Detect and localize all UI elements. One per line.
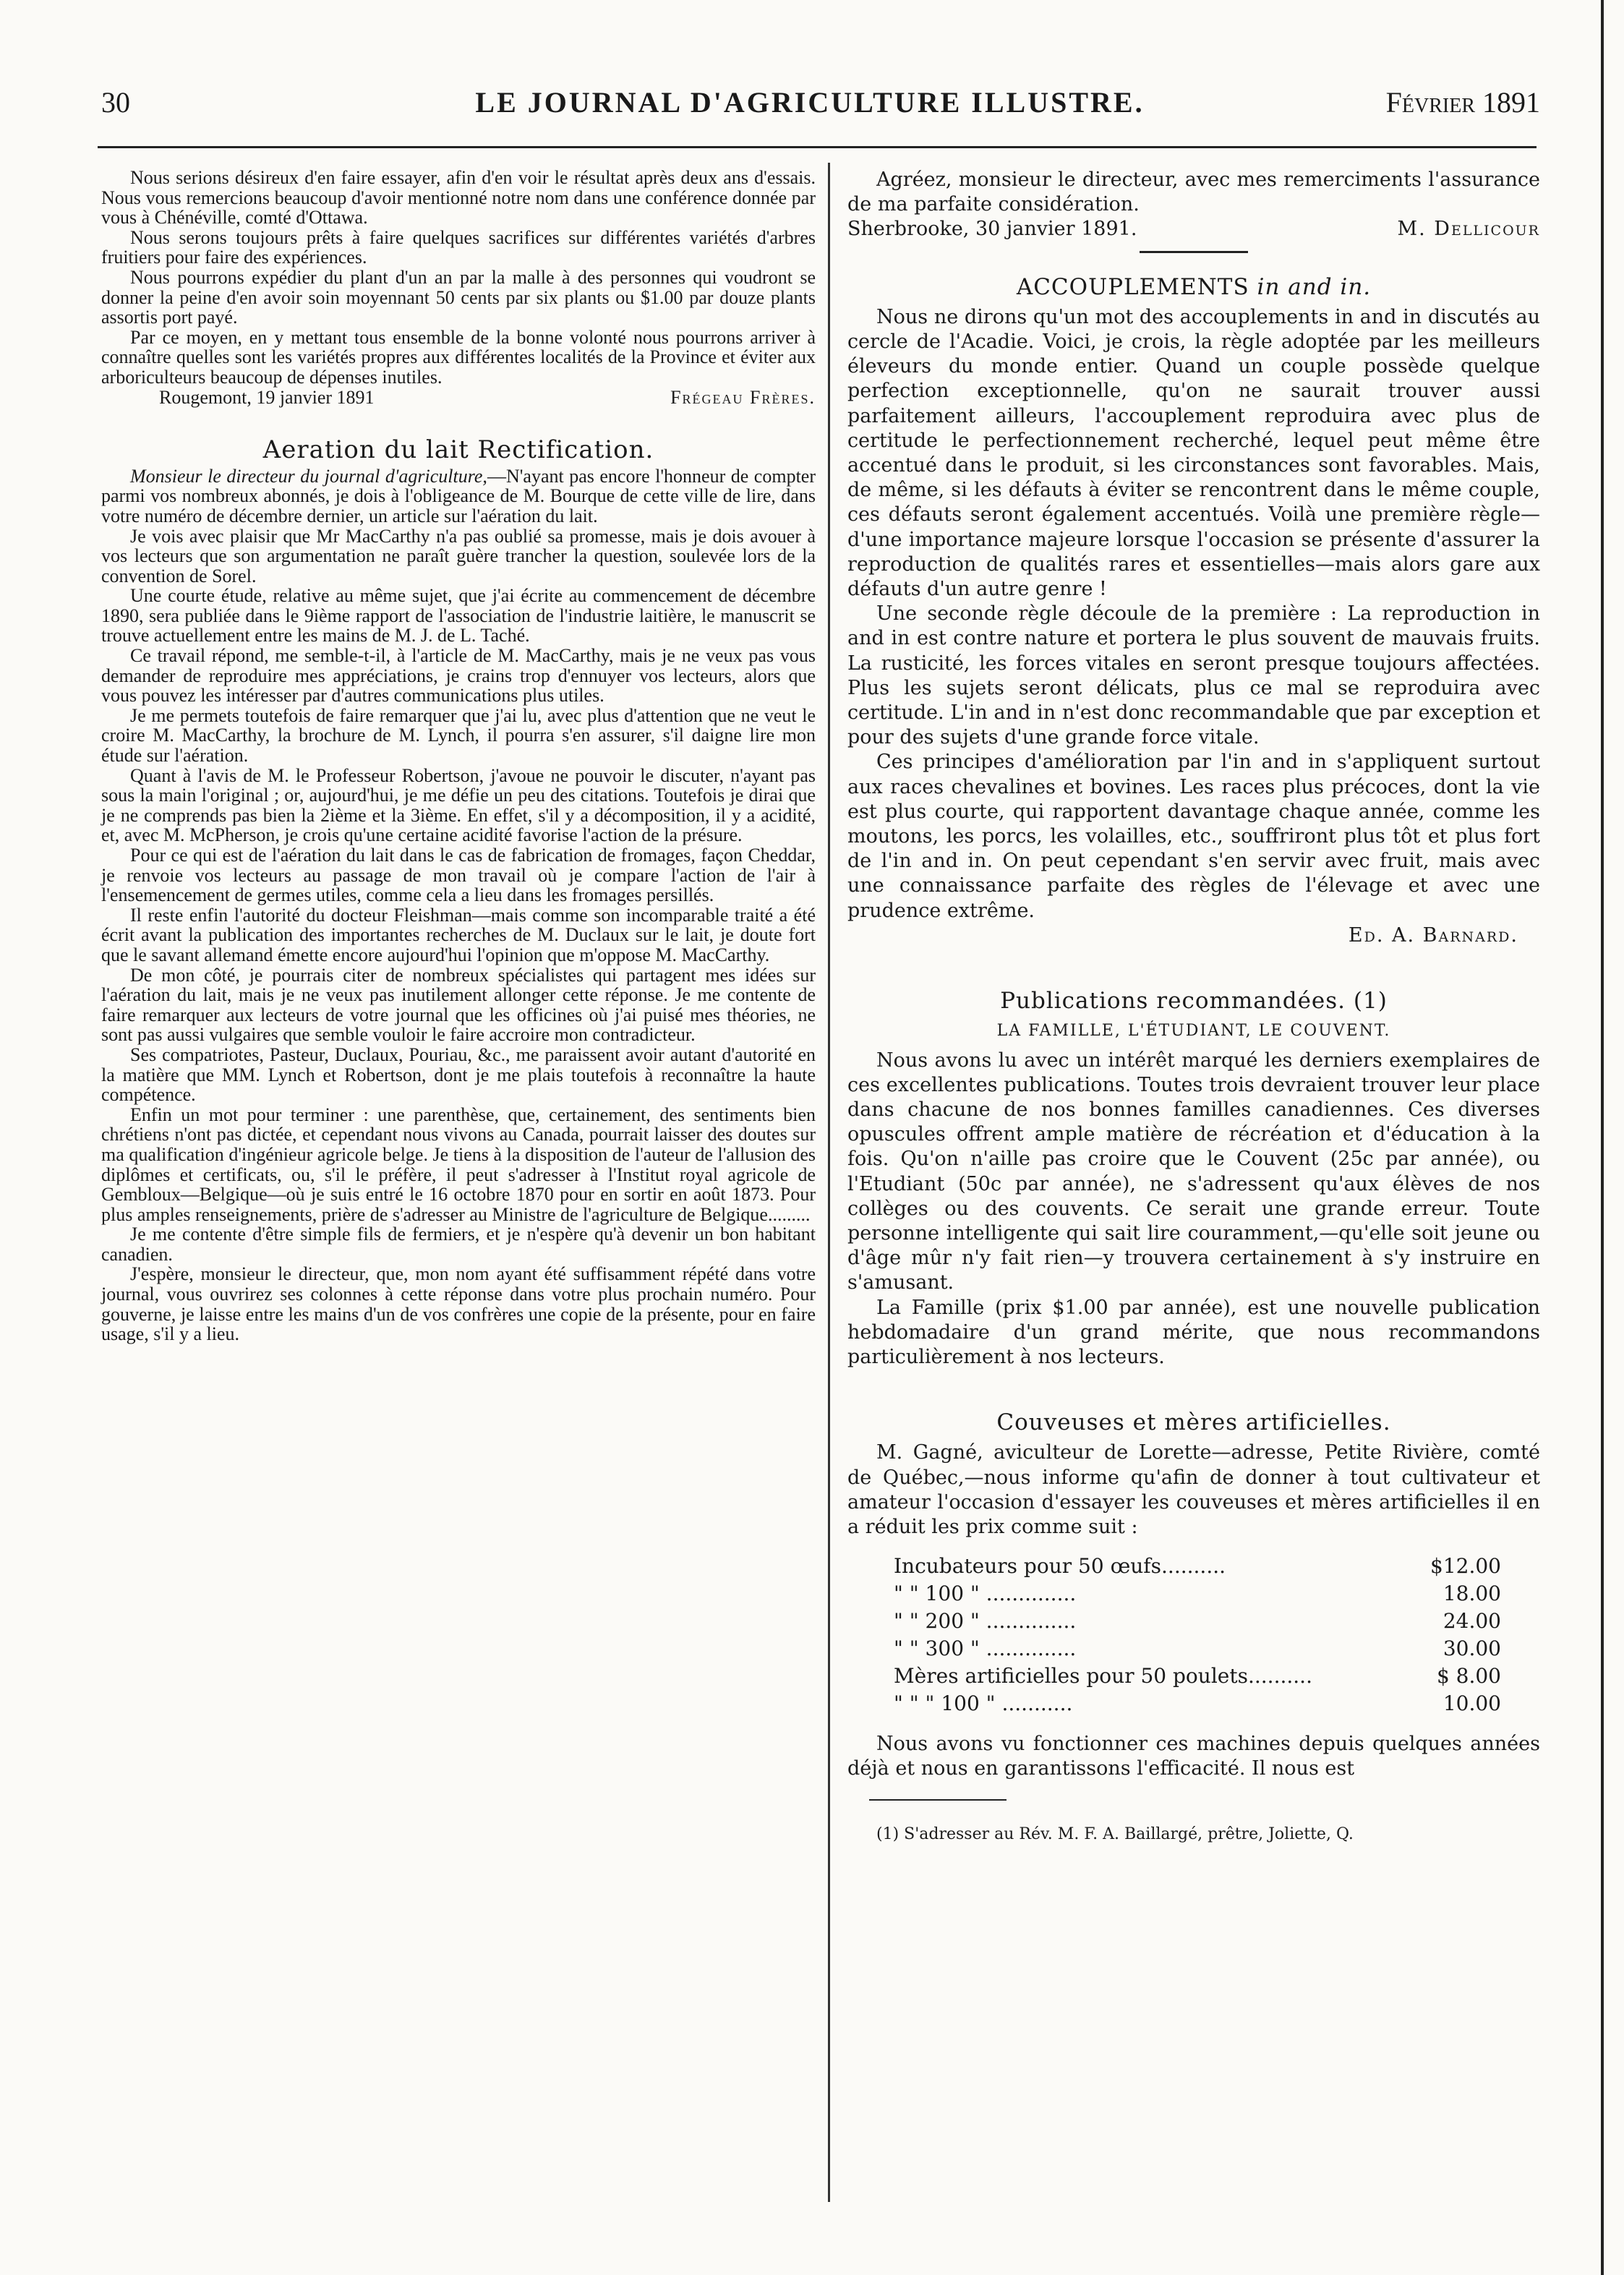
price-amount: $ 8.00 xyxy=(1436,1664,1501,1689)
paragraph: J'espère, monsieur le directeur, que, mon nom ayant été suffisamment répété dans votre journal, vous ouvrirez ses colonnes à cette réponse dans votre plus prochain numéro. Pour gouverne, je laisse entre les mains d'un de vos confrères une copie de la présente, pour en faire usage, s'il y a lieu. xyxy=(101,1263,816,1345)
paragraph: Je vois avec plaisir que Mr MacCarthy n'a pas oublié sa promesse, mais je dois avouer à vos lecteurs que son argumentation ne paraît guère trancher la question, soulevée lors de la convention de Sorel. xyxy=(101,525,816,586)
paragraph: Nous serons toujours prêts à faire quelques sacrifices sur différentes variétés d'arbres fruitiers pour faire des expériences. xyxy=(101,226,816,268)
price-label: Incubateurs pour 50 œufs.......... xyxy=(894,1554,1226,1579)
footnote: (1) S'adresser au Rév. M. F. A. Baillargé, prêtre, Joliette, Q. xyxy=(876,1824,1354,1843)
price-table xyxy=(894,1553,1501,1717)
journal-title: LE JOURNAL D'AGRICULTURE ILLUSTRE. xyxy=(475,86,1145,119)
paragraph: Nous pourrons expédier du plant d'un an par la malle à des personnes qui voudront se donner la peine d'en avoir soin moyennant 50 cents par six plants ou $1.00 par douze plants assortis port payé. xyxy=(101,266,816,328)
paragraph: Ce travail répond, me semble-t-il, à l'article de M. MacCarthy, mais je ne veux pas vous demander de reproduire mes appréciations, je crains trop d'ennuyer vos lecteurs, alors que vous pouvez les intéresser par d'autres communications plus utiles. xyxy=(101,645,816,707)
article-title: Aeration du lait Rectification. xyxy=(262,435,654,465)
price-amount: 10.00 xyxy=(1443,1691,1501,1716)
paragraph: De mon côté, je pourrais citer de nombreux spécialistes qui partagent mes idées sur l'aération du lait, mais je ne veux pas inutilement allonger cette réponse. Je me contente de faire remarquer aux lecteurs de votre journal que les officines où j'ai puisé mes théories, ne sont pas aussi vulgaires que semble vouloir le faire accroire mon contradicteur. xyxy=(101,964,816,1046)
paragraph-text: —N'ayant pas encore l'honneur de compter parmi vos nombreux abonnés, je dois à l'obligeance de M. Bourque de cette ville de lire, dans votre numéro de décembre dernier, un article sur l'aération du lait. xyxy=(101,465,816,526)
place-date: Rougemont, 19 janvier 1891 xyxy=(159,386,375,408)
paragraph: Nous serions désireux d'en faire essayer, afin d'en voir le résultat après deux ans d'essais. Nous vous remercions beaucoup d'avoir mentionné notre nom dans une conférence donnée par vous à Chénéville, comté d'Ottawa. xyxy=(101,167,816,229)
price-amount: 24.00 xyxy=(1443,1609,1501,1634)
header-rule xyxy=(98,146,1537,148)
page-number: 30 xyxy=(101,86,130,119)
paragraph: La Famille (prix $1.00 par année), est une nouvelle publication hebdomadaire d'un grand mérite, que nous recommandons particulièrement à nos lecteurs. xyxy=(847,1296,1540,1368)
paragraph: Pour ce qui est de l'aération du lait dans le cas de fabrication de fromages, façon Cheddar, je renvoie vos lecteurs au passage de mon travail où je compare l'action de l'air à l'ensemencement de germes utiles, comme cela a lieu dans les fromages persillés. xyxy=(101,845,816,906)
letter-signature xyxy=(101,388,816,408)
price-amount: $12.00 xyxy=(1430,1554,1501,1579)
paragraph: Nous avons lu avec un intérêt marqué les derniers exemplaires de ces excellentes publications. Toutes trois devraient trouver leur place dans chacune de nos bonnes familles canadiennes. Ces diverses opuscules offrent ample matière de récréation et d'éducation à la fois. Qu'on n'aille pas croire que le Couvent (25c par année), ou l'Etudiant (50c par année), ne s'adressent qu'aux élèves de nos collèges ou des couvents. Ce serait une grande erreur. Toute personne intelligente qui sait lire couramment,—qu'elle soit jeune ou d'âge mûr n'y fait rien—y trouvera certainement à s'y instruire en s'amusant. xyxy=(847,1049,1540,1294)
signature-name: Frégeau Frères. xyxy=(670,386,816,408)
left-column xyxy=(101,168,816,1344)
table-row xyxy=(894,1662,1501,1690)
paragraph: Une seconde règle découle de la première : La reproduction in and in est contre nature et portera le plus souvent de mauvais fruits. La rusticité, les forces vitales en seront presque toujours affectées. Plus les sujets seront délicats, plus ce mal se reproduira avec certitude. L'in and in n'est donc recommandable que par exception et pour des sujets d'une grande force vitale. xyxy=(847,602,1540,749)
salutation: Monsieur le directeur du journal d'agriculture, xyxy=(130,465,487,487)
price-label: " " " 100 " ........... xyxy=(894,1691,1073,1716)
page-edge-line xyxy=(1601,0,1604,2275)
page-header xyxy=(80,85,1540,129)
price-label: Mères artificielles pour 50 poulets.......... xyxy=(894,1664,1312,1689)
table-row xyxy=(894,1580,1501,1608)
paragraph: M. Gagné, aviculteur de Lorette—adresse, Petite Rivière, comté de Québec,—nous informe qu'afin de donner à tout cultivateur et amateur l'occasion d'essayer les couveuses et mères artificielles il en a réduit les prix comme suit : xyxy=(847,1441,1540,1538)
paragraph: Une courte étude, relative au même sujet, que j'ai écrite au commencement de décembre 1890, sera publiée dans le 9ième rapport de l'association de l'industrie laitière, le manuscrit se trouve actuellement entre les mains de M. J. de L. Taché. xyxy=(101,585,816,646)
paragraph: Ses compatriotes, Pasteur, Duclaux, Pouriau, &c., me paraissent avoir autant d'autorité en la matière que MM. Lynch et Robertson, dont je me plais toutefois à reconnaître la haute compétence. xyxy=(101,1043,816,1106)
closing-line: Agréez, monsieur le directeur, avec mes remerciments l'assurance de ma parfaite considération. xyxy=(847,168,1540,216)
title-main: ACCOUPLEMENTS xyxy=(1016,273,1249,300)
price-label: " " 100 " .............. xyxy=(894,1582,1077,1606)
article-signature: Ed. A. Barnard. xyxy=(1348,923,1518,947)
price-label: " " 200 " .............. xyxy=(894,1609,1077,1634)
closing-signature: M. Dellicour xyxy=(1397,218,1540,241)
right-column xyxy=(847,168,1540,1847)
price-amount: 30.00 xyxy=(1443,1636,1501,1661)
title-italic: in and in. xyxy=(1249,273,1372,300)
paragraph: Nous ne dirons qu'un mot des accouplements in and in discutés au cercle de l'Acadie. Voici, je crois, la règle adoptée par les meilleurs éleveurs du monde entier. Quand un couple possède quelque perfection exceptionnelle, qu'on ne saurait trouver aussi parfaitement ailleurs, l'accouplement reproduira avec plus de certitude le perfectionnement recherché, lequel peut même être accentué dans le produit, si les circonstances sont favorables. Mais, de même, si les défauts à éviter se rencontrent dans le même couple, ces défauts seront également accentués. Voilà une première règle—d'une importance majeure lorsque l'occasion se présente d'assurer la reproduction de qualités rares et essentielles—mais alors gare aux défauts d'un autre genre ! xyxy=(847,305,1540,601)
article-subtitle: LA FAMILLE, L'ÉTUDIANT, LE COUVENT. xyxy=(996,1022,1391,1041)
closing-signature-row xyxy=(847,217,1540,242)
table-row xyxy=(894,1553,1501,1580)
column-divider xyxy=(828,163,830,2202)
article-title xyxy=(847,275,1540,299)
table-row xyxy=(894,1690,1501,1717)
paragraph: Par ce moyen, en y mettant tous ensemble de la bonne volonté nous pourrons arriver à connaître quelles sont les variétés propres aux différentes localités de la Province et éviter aux arboriculteurs beaucoup de dépenses inutiles. xyxy=(101,326,816,388)
paragraph: Je me permets toutefois de faire remarquer que j'ai lu, avec plus d'attention que ne veut le croire M. MacCarthy, la brochure de M. Lynch, il pourra s'en assurer, s'il daigne lire mon étude sur l'aération. xyxy=(101,704,816,767)
table-row xyxy=(894,1635,1501,1662)
paragraph: Quant à l'avis de M. le Professeur Robertson, j'avoue ne pouvoir le discuter, n'ayant pas sous la main l'original ; or, aujourd'hui, je me défie un peu des citations. Toutefois je dirai que je ne comprends pas bien la 2ième et la 3ième. En effet, s'il y a décomposition, il y a acidité, et, avec M. McPherson, je crois qu'une certaine acidité favorise l'action de la présure. xyxy=(101,764,816,846)
paragraph: Ces principes d'amélioration par l'in and in s'appliquent surtout aux races chevalines et bovines. Les races plus précoces, dont la vie est plus courte, qui rapportent davantage chaque année, comme les moutons, les porcs, les volailles, etc., souffriront plus tôt et plus fort de l'in and in. On peut cependant s'en servir avec fruit, mais avec une connaissance parfaite des règles de l'élevage et avec une prudence extrême. xyxy=(847,751,1540,922)
issue-date: Février 1891 xyxy=(1385,86,1540,119)
paragraph: Nous avons vu fonctionner ces machines depuis quelques années déjà et nous en garantissons l'efficacité. Il nous est xyxy=(847,1733,1540,1780)
closing-place: Sherbrooke, 30 janvier 1891. xyxy=(847,218,1137,241)
paragraph xyxy=(101,466,816,526)
article-title: Couveuses et mères artificielles. xyxy=(996,1409,1391,1436)
paragraph: Je me contente d'être simple fils de fermiers, et je n'espère qu'à devenir un bon habitant canadien. xyxy=(101,1224,816,1265)
article-title: Publications recommandées. (1) xyxy=(1000,988,1388,1015)
price-label: " " 300 " .............. xyxy=(894,1636,1077,1661)
table-row xyxy=(894,1608,1501,1635)
paragraph: Enfin un mot pour terminer : une parenthèse, que, certainement, des sentiments bien chrétiens n'ont pas dictée, et cependant nous vivons au Canada, pourrait laisser des doutes sur ma qualification d'ingénieur agricole belge. Je tiens à la disposition de l'auteur de l'allusion des diplômes et certificats, ou, s'il le préfère, il peut s'adresser à l'Institut royal agricole de Gembloux—Belgique—où je suis entré le 16 octobre 1870 pour en sortir en août 1873. Pour plus amples renseignements, prière de s'adresser au Ministre de l'agriculture de Belgique......... xyxy=(101,1104,816,1225)
price-amount: 18.00 xyxy=(1443,1582,1501,1606)
paragraph: Il reste enfin l'autorité du docteur Fleishman—mais comme son incomparable traité a été écrit avant la publication des importantes recherches de M. Duclaux sur le lait, je doute fort que le savant allemand émette encore aujourd'hui l'opinion que m'oppose M. MacCarthy. xyxy=(101,904,816,965)
footnote-rule xyxy=(869,1799,1007,1801)
section-rule xyxy=(1140,251,1248,253)
